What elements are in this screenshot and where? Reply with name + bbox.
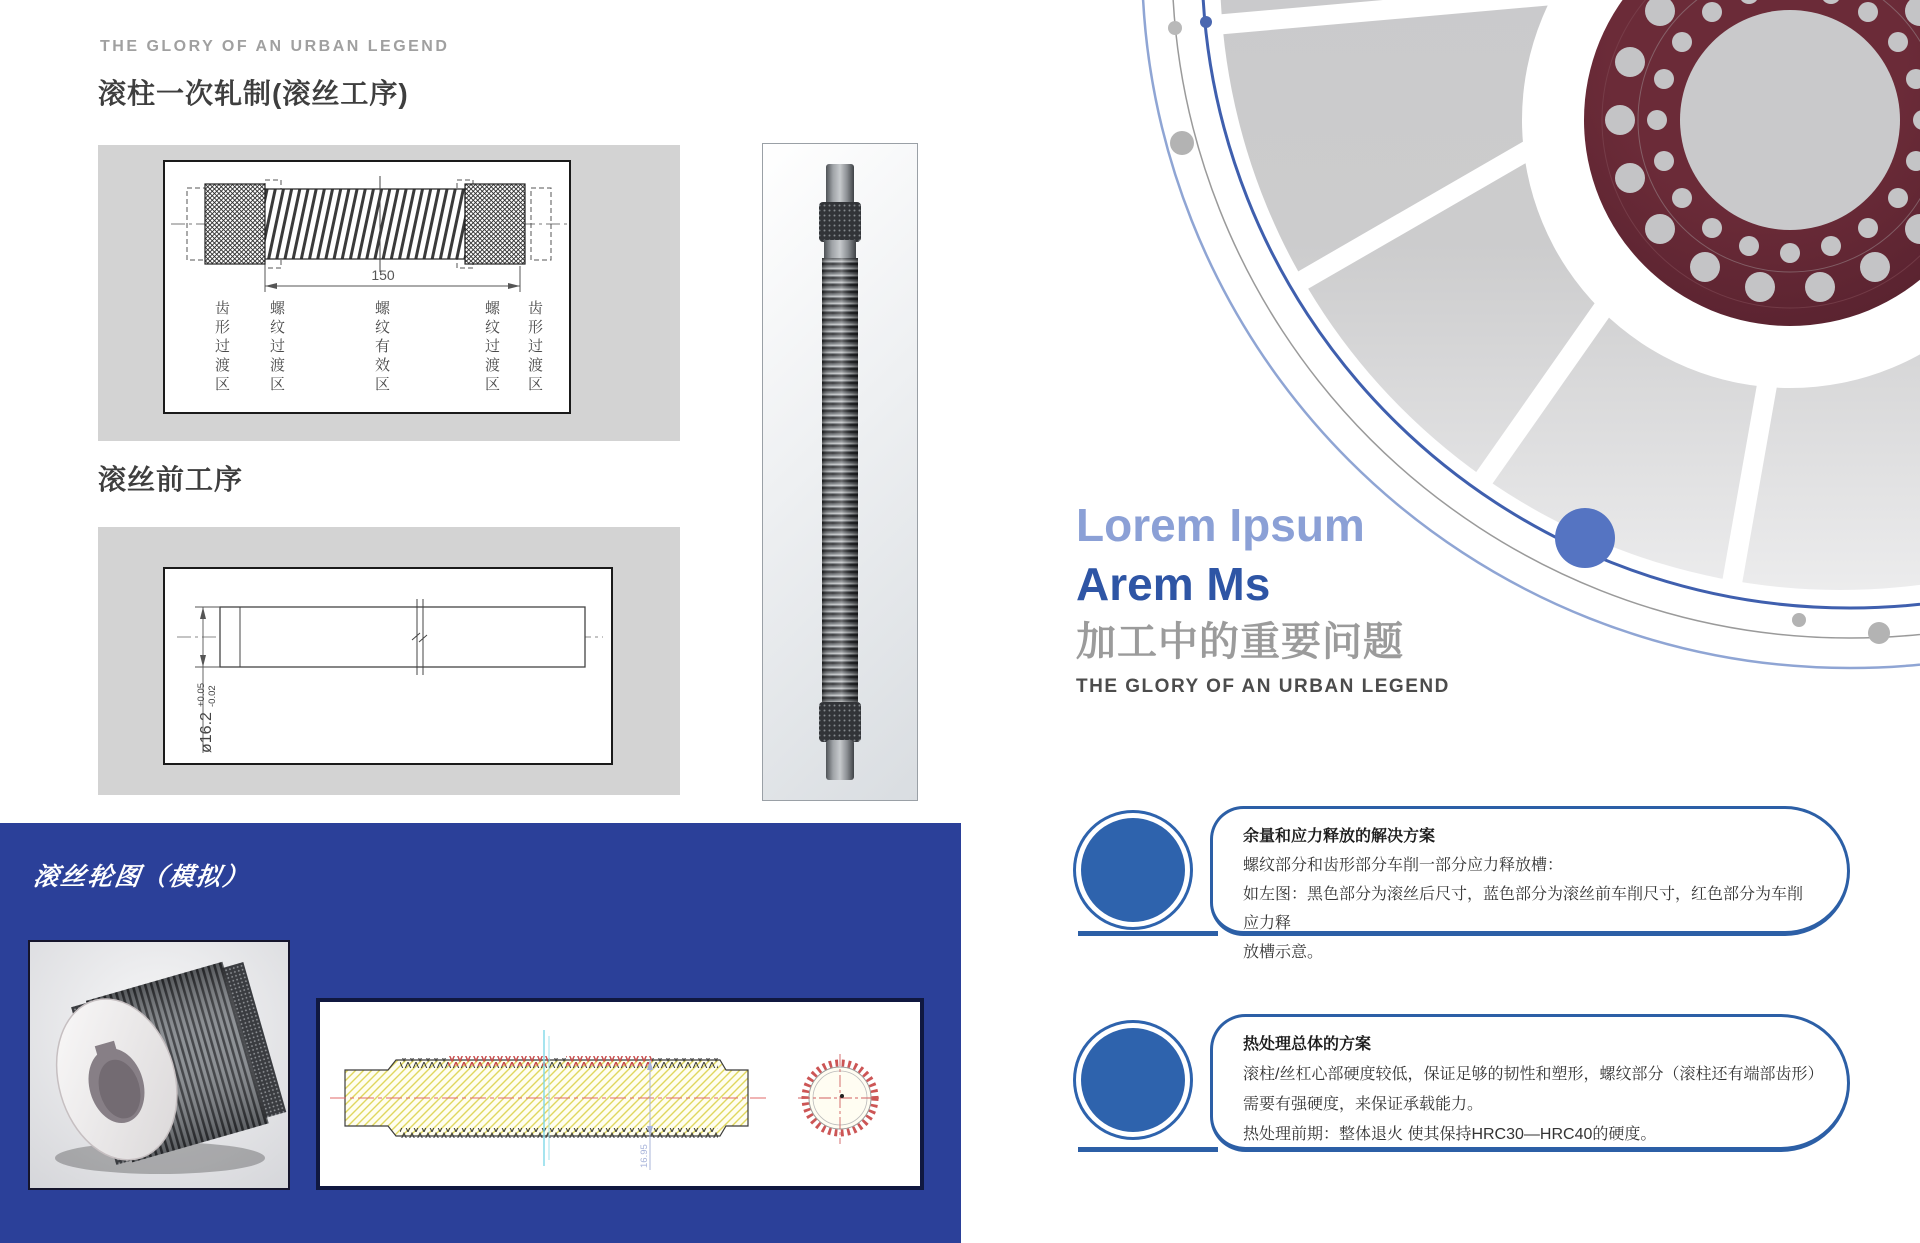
right-title-block [1076, 496, 1450, 698]
info-box-heat-treatment [1210, 1014, 1850, 1152]
zone-label: 齿形过渡区 [213, 300, 230, 395]
threaded-roller-render [763, 144, 917, 800]
top-caption: THE GLORY OF AN URBAN LEGEND [100, 38, 450, 55]
threaded-roller-render-panel [762, 143, 918, 801]
diameter-dimension-text [196, 683, 218, 753]
box2-underline [1078, 1147, 1218, 1152]
dimension-150: 150 [371, 267, 395, 283]
info-box-line: 放槽示意。 [1243, 944, 1324, 961]
svg-text:+0.05: +0.05 [196, 682, 207, 707]
title-lorem: Lorem Ipsum [1076, 499, 1365, 551]
zone-label: 螺纹过渡区 [268, 300, 285, 395]
blue-section [0, 823, 961, 1243]
blue-section-title: 滚丝轮图（模拟） [31, 863, 252, 891]
cad-end-view [798, 1054, 882, 1144]
pre-rolling-drawing-panel [98, 527, 680, 795]
box1-underline [1078, 931, 1218, 936]
title-cn: 加工中的重要问题 [1076, 620, 1404, 664]
blank-rod-drawing [163, 567, 613, 765]
section1-title: 滚柱一次轧制(滚丝工序) [98, 78, 409, 109]
cad-simulation-drawing [316, 998, 924, 1190]
bullet-circle-1 [1081, 818, 1185, 922]
info-box-stress-release [1210, 806, 1850, 961]
info-box-line: 如左图：黑色部分为滚丝后尺寸，蓝色部分为滚丝前车削尺寸，红色部分为车削应力释 [1243, 886, 1804, 932]
info-box-heading: 热处理总体的方案 [1243, 1036, 1372, 1053]
cad-section-view [320, 1002, 920, 1186]
rolling-drawing-panel [98, 145, 680, 441]
info-box-line: 滚柱/丝杠心部硬度较低，保证足够的韧性和塑形，螺纹部分（滚柱还有端部齿形） [1243, 1066, 1824, 1083]
svg-text:ø16.2: ø16.2 [198, 712, 215, 753]
title-arem: Arem Ms [1076, 558, 1271, 610]
info-box-line: 热处理前期：整体退火 使其保持HRC30—HRC40的硬度。 [1243, 1126, 1657, 1143]
cad-dimension-text: 16.95 [639, 1144, 650, 1168]
zone-label: 齿形过渡区 [526, 300, 543, 395]
right-caption: THE GLORY OF AN URBAN LEGEND [1076, 676, 1450, 697]
rod-blank-drawing [165, 569, 611, 763]
section2-title: 滚丝前工序 [98, 464, 244, 495]
info-box-heading: 余量和应力释放的解决方案 [1243, 828, 1436, 845]
bullet-circle-2 [1081, 1028, 1185, 1132]
rolling-die-render [30, 942, 288, 1188]
info-box-line: 需要有强硬度，来保证承载能力。 [1243, 1096, 1484, 1113]
rolling-die-photo [28, 940, 290, 1190]
info-box-line: 螺纹部分和齿形部分车削一部分应力释放槽： [1243, 857, 1564, 874]
zone-label: 螺纹有效区 [373, 300, 390, 395]
zone-label: 螺纹过渡区 [483, 300, 500, 395]
rolled-roller-drawing [163, 160, 571, 414]
svg-text:-0.02: -0.02 [207, 685, 218, 707]
